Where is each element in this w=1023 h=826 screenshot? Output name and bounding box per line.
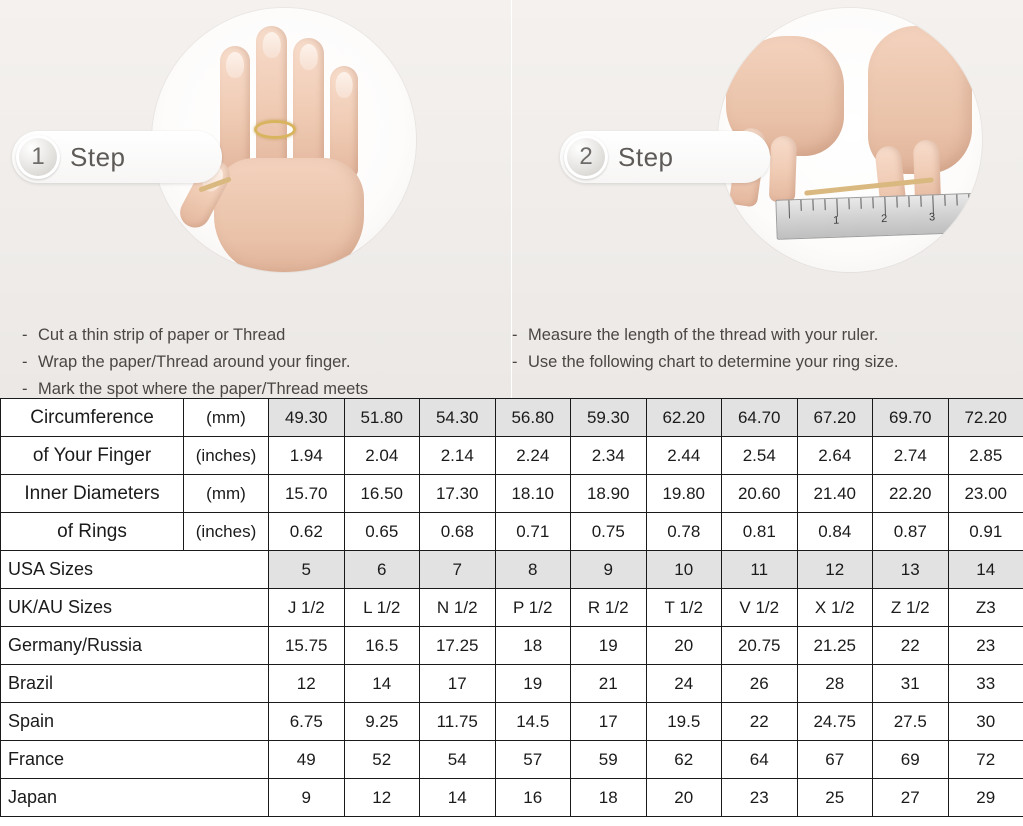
step-1-instruction-line: - Wrap the paper/Thread around your finger.: [22, 353, 351, 371]
cell: 12: [269, 665, 345, 703]
step-2-instruction-line: - Measure the length of the thread with your ruler.: [512, 326, 879, 344]
cell: 2.14: [420, 437, 496, 475]
cell: 17: [420, 665, 496, 703]
cell: 19.5: [646, 703, 722, 741]
cell: 16.5: [344, 627, 420, 665]
cell: 20: [646, 779, 722, 817]
step-1-instruction-text: Wrap the paper/Thread around your finger.: [38, 353, 351, 371]
cell: 0.75: [571, 513, 647, 551]
fingernail: [299, 44, 318, 70]
cell: 18: [495, 627, 571, 665]
cell: 28: [797, 665, 873, 703]
cell: L 1/2: [344, 589, 420, 627]
table-row: [1, 741, 1023, 779]
ring-size-table-container: [0, 398, 1023, 826]
row-label-inner-diameters: Inner Diameters: [1, 475, 184, 513]
table-row: [1, 627, 1023, 665]
cell: 69.70: [873, 399, 949, 437]
cell: 23: [948, 627, 1023, 665]
cell: 27: [873, 779, 949, 817]
cell: 20: [646, 627, 722, 665]
cell: 69: [873, 741, 949, 779]
cell: 17.25: [420, 627, 496, 665]
step-2-label: Step: [618, 141, 674, 172]
cell: 0.78: [646, 513, 722, 551]
cell: 49.30: [269, 399, 345, 437]
cell: P 1/2: [495, 589, 571, 627]
cell: 54.30: [420, 399, 496, 437]
cell: 72.20: [948, 399, 1023, 437]
cell: 24: [646, 665, 722, 703]
step-2-badge: [560, 131, 770, 183]
fingernail: [336, 72, 353, 98]
row-label-spain: Spain: [1, 703, 269, 741]
cell: 17.30: [420, 475, 496, 513]
cell: 9: [269, 779, 345, 817]
step-1-instruction-text: Mark the spot where the paper/Thread meets: [38, 380, 369, 398]
cell: 2.74: [873, 437, 949, 475]
cell: 52: [344, 741, 420, 779]
cell: 23.00: [948, 475, 1023, 513]
cell: 12: [344, 779, 420, 817]
cell: 2.24: [495, 437, 571, 475]
table-row: [1, 665, 1023, 703]
cell: 20.75: [722, 627, 798, 665]
step-1-instruction-text: Cut a thin strip of paper or Thread: [38, 326, 286, 344]
cell: 7: [420, 551, 496, 589]
row-unit: (mm): [184, 475, 269, 513]
cell: 22: [722, 703, 798, 741]
cell: 29: [948, 779, 1023, 817]
cell: 62.20: [646, 399, 722, 437]
cell: 25: [797, 779, 873, 817]
cell: 21.40: [797, 475, 873, 513]
cell: 19: [495, 665, 571, 703]
cell: 2.44: [646, 437, 722, 475]
step-2-instruction-text: Measure the length of the thread with your ruler.: [528, 326, 879, 344]
ring-size-table: [0, 398, 1023, 817]
cell: 59: [571, 741, 647, 779]
row-label-germany-russia: Germany/Russia: [1, 627, 269, 665]
cell: 2.64: [797, 437, 873, 475]
cell: 67: [797, 741, 873, 779]
fingernail: [226, 52, 244, 78]
instructions-section: [0, 0, 1023, 398]
cell: 0.84: [797, 513, 873, 551]
cell: 0.81: [722, 513, 798, 551]
ruler-tick-label: 1: [832, 214, 840, 227]
cell: Z3: [948, 589, 1023, 627]
ruler-tick-label: 3: [928, 211, 936, 224]
cell: 0.71: [495, 513, 571, 551]
step-1-instruction-line: - Mark the spot where the paper/Thread meets: [22, 380, 369, 398]
cell: 30: [948, 703, 1023, 741]
cell: 2.54: [722, 437, 798, 475]
cell: 17: [571, 703, 647, 741]
cell: 62: [646, 741, 722, 779]
cell: 0.65: [344, 513, 420, 551]
table-row: [1, 475, 1023, 513]
cell: 15.75: [269, 627, 345, 665]
table-row: [1, 779, 1023, 817]
cell: 57: [495, 741, 571, 779]
cell: 59.30: [571, 399, 647, 437]
step-1-instructions: [22, 322, 368, 398]
cell: 13: [873, 551, 949, 589]
cell: 0.62: [269, 513, 345, 551]
cell: T 1/2: [646, 589, 722, 627]
cell: 64.70: [722, 399, 798, 437]
row-unit: (inches): [184, 437, 269, 475]
step-1-number: 1: [16, 135, 60, 179]
fingernail: [262, 32, 281, 58]
row-unit: (mm): [184, 399, 269, 437]
cell: 67.20: [797, 399, 873, 437]
step-1-instruction-line: - Cut a thin strip of paper or Thread: [22, 326, 286, 344]
row-label-circumference-2: of Your Finger: [1, 437, 184, 475]
cell: 56.80: [495, 399, 571, 437]
table-row: [1, 437, 1023, 475]
cell: 0.91: [948, 513, 1023, 551]
table-row: [1, 399, 1023, 437]
row-label-usa-sizes: USA Sizes: [1, 551, 269, 589]
cell: 22.20: [873, 475, 949, 513]
row-unit: (inches): [184, 513, 269, 551]
cell: 54: [420, 741, 496, 779]
step-2-instruction-line: - Use the following chart to determine your ring size.: [512, 353, 899, 371]
cell: 21: [571, 665, 647, 703]
row-label-uk-au-sizes: UK/AU Sizes: [1, 589, 269, 627]
cell: 9: [571, 551, 647, 589]
table-row: [1, 513, 1023, 551]
cell: 9.25: [344, 703, 420, 741]
cell: X 1/2: [797, 589, 873, 627]
cell: 64: [722, 741, 798, 779]
cell: 2.85: [948, 437, 1023, 475]
cell: 19: [571, 627, 647, 665]
cell: 8: [495, 551, 571, 589]
cell: 14.5: [495, 703, 571, 741]
row-label-inner-diameters-2: of Rings: [1, 513, 184, 551]
cell: 11: [722, 551, 798, 589]
cell: N 1/2: [420, 589, 496, 627]
table-row: [1, 589, 1023, 627]
cell: 26: [722, 665, 798, 703]
row-label-france: France: [1, 741, 269, 779]
cell: 18.10: [495, 475, 571, 513]
cell: 21.25: [797, 627, 873, 665]
cell: 14: [420, 779, 496, 817]
cell: 33: [948, 665, 1023, 703]
step-2-instruction-text: Use the following chart to determine your ring size.: [528, 353, 899, 371]
cell: V 1/2: [722, 589, 798, 627]
step-2-instructions: [512, 322, 899, 376]
cell: 18.90: [571, 475, 647, 513]
row-label-japan: Japan: [1, 779, 269, 817]
cell: 72: [948, 741, 1023, 779]
cell: 23: [722, 779, 798, 817]
table-row: [1, 551, 1023, 589]
ruler-tick-label: 2: [880, 212, 888, 226]
ruler: [775, 192, 982, 240]
row-label-brazil: Brazil: [1, 665, 269, 703]
cell: 14: [948, 551, 1023, 589]
cell: 19.80: [646, 475, 722, 513]
cell: 1.94: [269, 437, 345, 475]
cell: 27.5: [873, 703, 949, 741]
row-label-circumference: Circumference: [1, 399, 184, 437]
cell: 6: [344, 551, 420, 589]
cell: 15.70: [269, 475, 345, 513]
cell: 6.75: [269, 703, 345, 741]
cell: 0.87: [873, 513, 949, 551]
cell: 51.80: [344, 399, 420, 437]
cell: 16: [495, 779, 571, 817]
cell: J 1/2: [269, 589, 345, 627]
cell: 11.75: [420, 703, 496, 741]
cell: 31: [873, 665, 949, 703]
cell: 0.68: [420, 513, 496, 551]
step-1-badge: [12, 131, 222, 183]
cell: 5: [269, 551, 345, 589]
cell: 16.50: [344, 475, 420, 513]
cell: 12: [797, 551, 873, 589]
ring-on-finger: [254, 120, 296, 139]
step-2-number: 2: [564, 135, 608, 179]
cell: R 1/2: [571, 589, 647, 627]
step-1-label: Step: [70, 141, 126, 172]
cell: 14: [344, 665, 420, 703]
cell: 2.34: [571, 437, 647, 475]
table-row: [1, 703, 1023, 741]
cell: 18: [571, 779, 647, 817]
cell: 20.60: [722, 475, 798, 513]
cell: Z 1/2: [873, 589, 949, 627]
cell: 2.04: [344, 437, 420, 475]
cell: 22: [873, 627, 949, 665]
cell: 49: [269, 741, 345, 779]
cell: 10: [646, 551, 722, 589]
cell: 24.75: [797, 703, 873, 741]
